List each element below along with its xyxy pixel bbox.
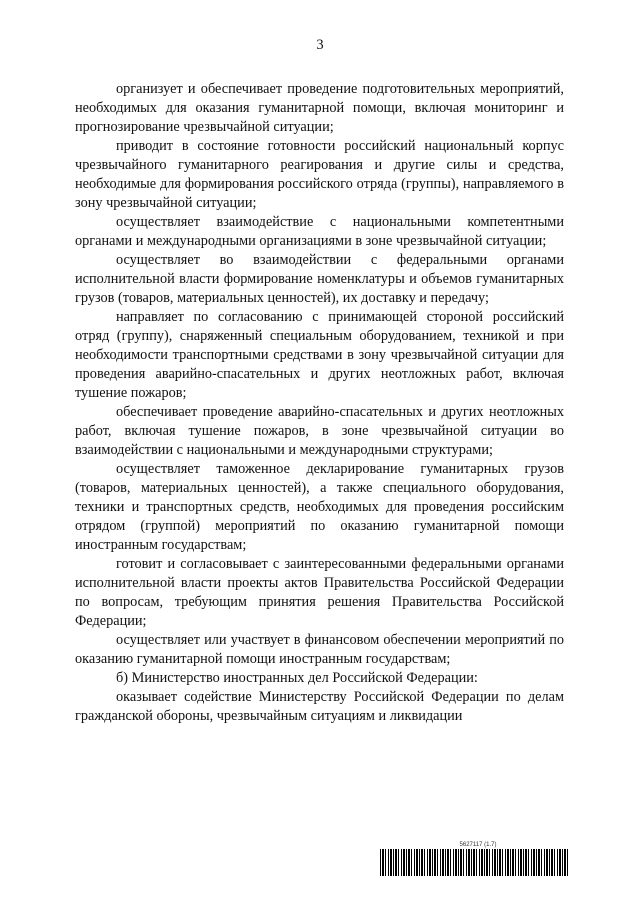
- paragraph-foreign-ministry-heading: б) Министерство иностранных дел Российской Федерации:: [116, 670, 478, 686]
- barcode-caption: 5627117 (1.7): [459, 842, 497, 848]
- paragraph-financing: осуществляет или участвует в финансовом обеспечении мероприятий по оказанию гуманитарной помощи иностранным государствам;: [75, 632, 564, 667]
- barcode-block: [380, 841, 568, 876]
- paragraph-readiness-corps: приводит в состояние готовности российский национальный корпус чрезвычайного гуманитарного реагирования и другие силы и средства, необходимые для формирования российского отряда (группы), направляемого в зону чрезвычайной ситуации;: [75, 138, 564, 211]
- paragraph-rescue-works: обеспечивает проведение аварийно-спасательных и других неотложных работ, включая тушение пожаров, в зоне чрезвычайной ситуации во взаимодействии с национальными и международными структурами;: [75, 404, 564, 458]
- paragraph-customs-declaration: осуществляет таможенное декларирование гуманитарных грузов (товаров, материальных ценностей), а также специального оборудования, техники и транспортных средств, необходимых для проведения российским отрядом (группой) мероприятий по оказанию гуманитарной помощи иностранным государствам;: [75, 461, 564, 553]
- document-body: [75, 80, 564, 726]
- page-number: 3: [316, 37, 324, 53]
- paragraph-interaction-organizations: осуществляет взаимодействие с национальными компетентными органами и международными организациями в зоне чрезвычайной ситуации;: [75, 214, 564, 249]
- paragraph-assists-ministry: оказывает содействие Министерству Российской Федерации по делам гражданской обороны, чрезвычайным ситуациям и ликвидации: [75, 689, 564, 724]
- paragraph-draft-acts: готовит и согласовывает с заинтересованными федеральными органами исполнительной власти проекты актов Правительства Российской Федерации по вопросам, требующим принятия решения Правительства Российской Федерации;: [75, 556, 564, 629]
- paragraph-sends-detachment: направляет по согласованию с принимающей стороной российский отряд (группу), снаряженный специальным оборудованием, техникой и при необходимости транспортными средствами в зону чрезвычайной ситуации для проведения аварийно-спасательных и других неотложных работ, включая тушение пожаров;: [75, 309, 564, 401]
- paragraph-organizes-preparation: организует и обеспечивает проведение подготовительных мероприятий, необходимых для оказания гуманитарной помощи, включая мониторинг и прогнозирование чрезвычайной ситуации;: [75, 81, 564, 135]
- barcode-icon: [380, 849, 568, 876]
- paragraph-humanitarian-cargo: осуществляет во взаимодействии с федеральными органами исполнительной власти формирование номенклатуры и объемов гуманитарных грузов (товаров, материальных ценностей), их доставку и передачу;: [75, 252, 564, 306]
